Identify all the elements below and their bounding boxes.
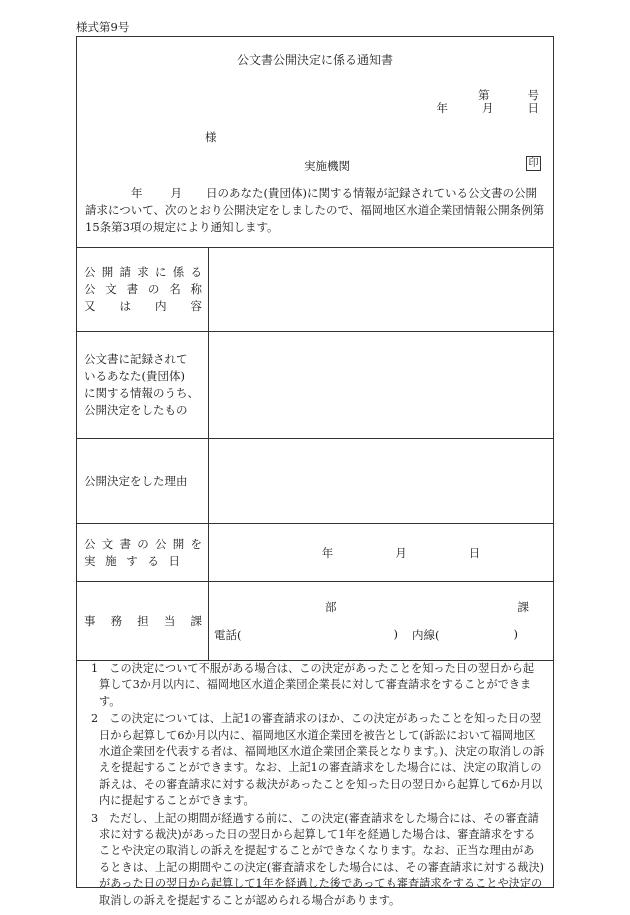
row-document-name [77, 248, 554, 332]
note-2: 2 この決定については、上記1の審査請求のほか、この決定があったことを知った日の翌日から起算して6か月以内に、福岡地区水道企業団を被告として(訴訟において福岡地区水道企業団を代表する者は、福岡地区水道企業団企業長となります。)、決定の取消しの訴えを提起することができます。なお、上記1の審査請求をした場合には、決定の取消しの訴えは、その審査請求に対する裁決があったことを知った日の翌日から起算して6か月以内に提起することができます。 [91, 712, 545, 808]
value-date[interactable] [209, 524, 554, 582]
office-label-char: 当 [163, 613, 176, 628]
doc-name-line-2-char: の [147, 282, 160, 296]
seal-mark: 印 [526, 156, 541, 171]
value-info[interactable] [209, 332, 554, 439]
number-label: 第 [478, 88, 490, 102]
doc-name-line-2-char: 称 [190, 282, 202, 296]
date-month: 月 [395, 545, 407, 560]
doc-name-line-1-char: 請 [119, 265, 131, 279]
doc-name-line-2 [84, 281, 208, 298]
date-label-line-1-char: 公 [155, 536, 167, 551]
doc-name-line-2-char: 公 [84, 282, 96, 296]
body-line-3: 15条第3項の規定により通知します。 [85, 220, 279, 234]
date-label-line-1-char: 公 [84, 536, 96, 551]
addressee-suffix: 様 [205, 130, 217, 144]
row-info [77, 332, 554, 439]
issue-year: 年 [436, 101, 448, 115]
disclosure-date [209, 545, 553, 561]
notes [77, 661, 553, 910]
reason-label: 公開決定をした理由 [84, 473, 188, 488]
label-reason [77, 439, 209, 524]
ext-close: ) [513, 627, 518, 641]
body-line-1 [85, 185, 547, 202]
date-label-line-1 [84, 536, 208, 553]
row-date [77, 524, 554, 582]
info-line-2: いるあなた(貴団体) [84, 369, 185, 383]
notice-form [76, 36, 554, 907]
doc-name-line-1-char: 開 [101, 265, 114, 279]
info-line-4: 公開決定をしたもの [84, 403, 188, 417]
date-label-line-1-char: 書 [119, 536, 131, 551]
doc-name-line-2-char: 書 [126, 282, 139, 296]
value-reason[interactable] [209, 439, 554, 524]
value-office[interactable] [209, 582, 554, 661]
body-year: 年 [131, 186, 143, 200]
date-label-line-2-char: す [126, 553, 138, 568]
body-text-1: 日のあなた(貴団体)に関する情報が記録されている公文書の公開 [206, 186, 537, 200]
issue-day: 日 [527, 101, 539, 115]
office-label-char: 担 [137, 613, 149, 628]
value-document-name[interactable] [209, 248, 554, 332]
office-label [84, 613, 208, 630]
label-info [77, 332, 209, 439]
ext-label: 内線( [412, 628, 440, 642]
issue-date-line [437, 100, 540, 116]
doc-name-line-1-char: に [155, 265, 167, 279]
row-office [77, 582, 554, 661]
info-line-3: に関する情報のうち、 [84, 386, 199, 400]
date-label-line-2-char: 日 [168, 553, 180, 568]
doc-name-line-2-char: 名 [169, 282, 181, 296]
tel-line [209, 627, 553, 643]
label-document-name [77, 248, 209, 332]
dept-label: 部 [325, 600, 337, 614]
date-year: 年 [321, 545, 334, 560]
date-label-line-1-char: 開 [172, 536, 185, 551]
doc-name-line-1-char: る [190, 265, 202, 279]
doc-name-line-3-char: 内 [155, 299, 167, 313]
label-date [77, 524, 209, 582]
doc-name-line-1-char: 求 [137, 265, 149, 279]
dept-line [209, 599, 553, 615]
date-label-line-2-char: 実 [84, 553, 96, 568]
date-label-line-2-char: 施 [105, 553, 117, 568]
document-title: 公文書公開決定に係る通知書 [236, 53, 393, 67]
doc-name-line-3-char: 容 [190, 299, 202, 313]
doc-name-line-2-char: 文 [105, 282, 117, 296]
date-label-line-1-char: 文 [101, 536, 114, 551]
number-suffix: 号 [527, 88, 539, 102]
date-label-line-2 [84, 553, 208, 570]
office-label-char: 課 [190, 613, 202, 628]
doc-name-line-1-char: 係 [172, 265, 185, 279]
agency-label: 実施機関 [304, 159, 350, 173]
doc-name-line-3-char: は [119, 299, 131, 313]
notice-body [85, 185, 547, 236]
form-number: 様式第9号 [76, 20, 130, 34]
office-label-char: 務 [110, 613, 123, 628]
info-line-1: 公文書に記録されて [84, 352, 188, 366]
doc-name-line-3 [84, 298, 208, 315]
note-1: 1 この決定について不服がある場合は、この決定があったことを知った日の翌日から起算して3か月以内に、福岡地区水道企業団企業長に対して審査請求をすることができます。 [91, 662, 535, 708]
row-reason [77, 439, 554, 524]
label-office [77, 582, 209, 661]
date-label-line-1-char: を [190, 536, 202, 551]
doc-name-line-1-char: 公 [84, 265, 96, 279]
doc-name-line-3-char: 又 [84, 299, 96, 313]
issue-month: 月 [482, 101, 494, 115]
section-label: 課 [517, 600, 529, 614]
date-label-line-2-char: る [147, 553, 159, 568]
date-label-line-1-char: の [137, 536, 149, 551]
note-3: 3 ただし、上記の期間が経過する前に、この決定(審査請求をした場合には、その審査請求に対する裁決)があった日の翌日から起算して1年を経過した場合は、審査請求をすることや決定の取消しの訴えを提起することができなくなります。なお、正当な理由があるときは、上記の期間やこの決定(審査請求をした場合には、その審査請求に対する裁決)があった日の翌日から起算して1年を経過した後であっても審査請求をすることや決定の取消しの訴えを提起することが認められる場合があります。 [91, 811, 545, 907]
decision-table [76, 247, 554, 661]
body-line-2: 請求について、次のとおり公開決定をしましたので、福岡地区水道企業団情報公開条例第 [85, 203, 545, 217]
doc-name-line-1 [84, 264, 208, 281]
body-month: 月 [170, 186, 182, 200]
tel-label: 電話( [214, 628, 242, 642]
tel-close: ) [393, 627, 398, 641]
date-day: 日 [468, 545, 481, 560]
office-label-char: 事 [84, 613, 96, 628]
